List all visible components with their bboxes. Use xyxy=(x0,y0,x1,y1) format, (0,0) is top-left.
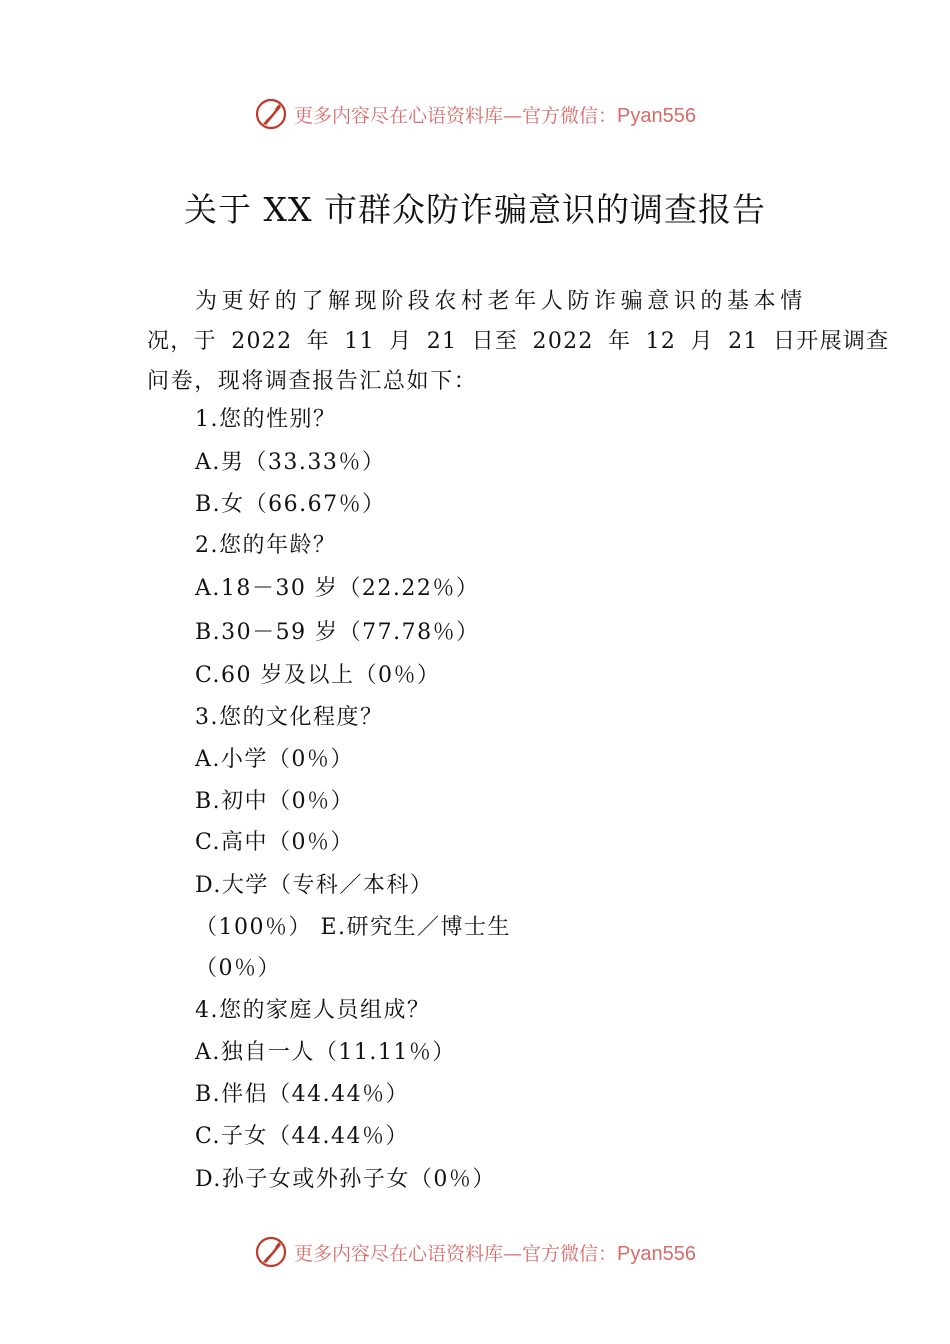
question-4: 4.您的家庭人员组成？ xyxy=(195,998,431,1023)
list-item: A.小学（0％） xyxy=(195,747,354,772)
list-item: C.高中（0％） xyxy=(195,830,355,855)
intro-line-3: 问卷，现将调查报告汇总如下： xyxy=(147,369,478,394)
list-item: A.独自一人（11.11％） xyxy=(195,1040,456,1065)
list-item: C.子女（44.44％） xyxy=(195,1124,410,1149)
list-item: B.30－59 岁（77.78％） xyxy=(195,620,480,645)
banner-text xyxy=(294,101,696,128)
banner-wechat-id: Pyan556 xyxy=(617,104,696,127)
list-item: D.孙子女或外孙子女（0％） xyxy=(195,1167,496,1192)
list-item: A.18－30 岁（22.22％） xyxy=(195,576,480,601)
banner-text xyxy=(294,1239,696,1266)
question-1: 1.您的性别？ xyxy=(195,407,337,432)
intro-line-2: 况，于 2022 年 11 月 21 日至 2022 年 12 月 21 日开展调查 xyxy=(147,329,890,354)
list-item: C.60 岁及以上（0％） xyxy=(195,663,441,688)
list-item: D.大学（专科／本科） xyxy=(195,873,434,898)
intro-line-1: 为更好的了解现阶段农村老年人防诈骗意识的基本情 xyxy=(195,289,807,314)
question-2: 2.您的年龄？ xyxy=(195,533,337,558)
list-item: B.伴侣（44.44％） xyxy=(195,1082,410,1107)
list-item: B.女（66.67％） xyxy=(195,492,386,517)
footer-banner xyxy=(0,1232,950,1272)
document-title: 关于 XX 市群众防诈骗意识的调查报告 xyxy=(184,190,766,229)
list-item: A.男（33.33％） xyxy=(195,450,386,475)
list-item: （100％） E.研究生／博士生 xyxy=(195,915,512,940)
header-banner xyxy=(0,94,950,134)
quill-pen-logo-icon xyxy=(254,1235,288,1269)
quill-pen-logo-icon xyxy=(254,97,288,131)
banner-wechat-id: Pyan556 xyxy=(617,1242,696,1265)
banner-slogan: 更多内容尽在心语资料库—官方微信： xyxy=(294,104,618,127)
question-3: 3.您的文化程度？ xyxy=(195,705,384,730)
list-item: B.初中（0％） xyxy=(195,789,355,814)
banner-slogan: 更多内容尽在心语资料库—官方微信： xyxy=(294,1242,618,1265)
list-item: （0％） xyxy=(195,956,281,981)
